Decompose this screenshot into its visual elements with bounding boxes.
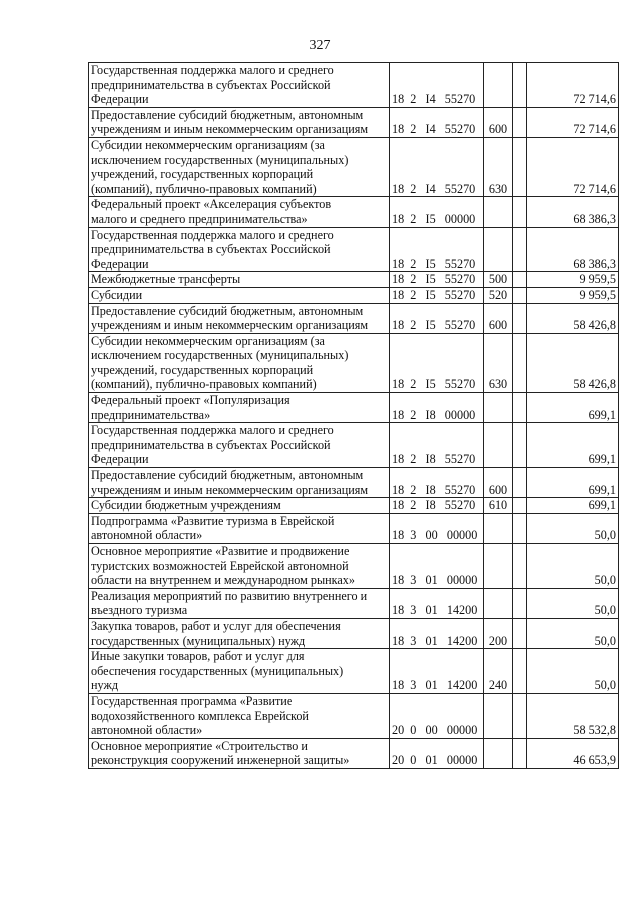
table-row (89, 272, 619, 288)
row-name: Субсидии (89, 287, 390, 303)
row-expense-type: 600 (484, 303, 513, 333)
table-row (89, 544, 619, 589)
row-expense-type: 500 (484, 272, 513, 288)
row-name: Межбюджетные трансферты (89, 272, 390, 288)
row-name: Предоставление субсидий бюджетным, автономным учреждениям и иным некоммерческим организациям (89, 107, 390, 137)
table-row (89, 303, 619, 333)
row-empty-cell (513, 649, 527, 694)
row-code: 18 2 I8 55270 (390, 498, 484, 514)
row-amount: 9 959,5 (527, 272, 619, 288)
table-row (89, 63, 619, 108)
row-amount: 50,0 (527, 649, 619, 694)
row-amount: 50,0 (527, 544, 619, 589)
row-amount: 50,0 (527, 513, 619, 543)
row-name: Реализация мероприятий по развитию внутреннего и въездного туризма (89, 588, 390, 618)
row-code: 18 2 I5 00000 (390, 197, 484, 227)
row-expense-type: 610 (484, 498, 513, 514)
row-amount: 58 532,8 (527, 693, 619, 738)
row-code: 18 3 01 14200 (390, 588, 484, 618)
table-row (89, 137, 619, 196)
row-name: Субсидии некоммерческим организациям (за исключением государственных (муниципальных) учреждений, государственных корпораций (компаний), публично-правовых компаний) (89, 137, 390, 196)
row-name: Иные закупки товаров, работ и услуг для обеспечения государственных (муниципальных) нужд (89, 649, 390, 694)
row-expense-type: 630 (484, 333, 513, 392)
row-code: 18 2 I5 55270 (390, 287, 484, 303)
row-empty-cell (513, 423, 527, 468)
row-expense-type: 240 (484, 649, 513, 694)
row-amount: 46 653,9 (527, 738, 619, 768)
row-expense-type (484, 738, 513, 768)
row-code: 20 0 00 00000 (390, 693, 484, 738)
row-code: 18 2 I8 55270 (390, 423, 484, 468)
row-name: Основное мероприятие «Строительство и реконструкция сооружений инженерной защиты» (89, 738, 390, 768)
row-name: Подпрограмма «Развитие туризма в Еврейской автономной области» (89, 513, 390, 543)
row-code: 18 2 I4 55270 (390, 137, 484, 196)
row-amount: 50,0 (527, 618, 619, 648)
row-amount: 699,1 (527, 498, 619, 514)
row-empty-cell (513, 393, 527, 423)
row-amount: 68 386,3 (527, 197, 619, 227)
row-code: 18 2 I8 55270 (390, 468, 484, 498)
row-empty-cell (513, 618, 527, 648)
budget-table-body (89, 63, 619, 769)
row-empty-cell (513, 333, 527, 392)
row-name: Федеральный проект «Акселерация субъектов малого и среднего предпринимательства» (89, 197, 390, 227)
row-expense-type: 630 (484, 137, 513, 196)
row-empty-cell (513, 227, 527, 272)
row-name: Предоставление субсидий бюджетным, автономным учреждениям и иным некоммерческим организациям (89, 468, 390, 498)
row-expense-type (484, 544, 513, 589)
row-expense-type (484, 197, 513, 227)
row-expense-type (484, 227, 513, 272)
row-expense-type: 520 (484, 287, 513, 303)
row-name: Государственная программа «Развитие водохозяйственного комплекса Еврейской автономной области» (89, 693, 390, 738)
row-code: 18 3 01 00000 (390, 544, 484, 589)
row-empty-cell (513, 197, 527, 227)
row-expense-type (484, 693, 513, 738)
table-row (89, 588, 619, 618)
row-name: Государственная поддержка малого и среднего предпринимательства в субъектах Российской Федерации (89, 63, 390, 108)
row-expense-type: 200 (484, 618, 513, 648)
row-name: Основное мероприятие «Развитие и продвижение туристских возможностей Еврейской автономной области на внутреннем и международном рынках» (89, 544, 390, 589)
row-amount: 58 426,8 (527, 333, 619, 392)
row-code: 18 2 I5 55270 (390, 303, 484, 333)
table-row (89, 649, 619, 694)
row-empty-cell (513, 738, 527, 768)
table-row (89, 107, 619, 137)
row-amount: 68 386,3 (527, 227, 619, 272)
row-empty-cell (513, 272, 527, 288)
row-expense-type (484, 393, 513, 423)
row-expense-type (484, 513, 513, 543)
row-code: 18 2 I5 55270 (390, 227, 484, 272)
row-code: 20 0 01 00000 (390, 738, 484, 768)
row-expense-type (484, 588, 513, 618)
row-code: 18 2 I4 55270 (390, 107, 484, 137)
row-code: 18 2 I5 55270 (390, 333, 484, 392)
row-amount: 699,1 (527, 468, 619, 498)
table-row (89, 618, 619, 648)
table-row (89, 468, 619, 498)
page-number: 327 (309, 38, 331, 53)
row-expense-type: 600 (484, 468, 513, 498)
row-name: Субсидии бюджетным учреждениям (89, 498, 390, 514)
row-empty-cell (513, 468, 527, 498)
table-row (89, 423, 619, 468)
row-amount: 72 714,6 (527, 63, 619, 108)
table-row (89, 498, 619, 514)
table-row (89, 738, 619, 768)
row-amount: 699,1 (527, 393, 619, 423)
table-row (89, 197, 619, 227)
row-amount: 9 959,5 (527, 287, 619, 303)
row-code: 18 3 01 14200 (390, 649, 484, 694)
table-row (89, 287, 619, 303)
row-code: 18 2 I4 55270 (390, 63, 484, 108)
row-name: Государственная поддержка малого и среднего предпринимательства в субъектах Российской Федерации (89, 227, 390, 272)
row-empty-cell (513, 693, 527, 738)
row-name: Закупка товаров, работ и услуг для обеспечения государственных (муниципальных) нужд (89, 618, 390, 648)
row-expense-type: 600 (484, 107, 513, 137)
row-code: 18 3 00 00000 (390, 513, 484, 543)
row-name: Предоставление субсидий бюджетным, автономным учреждениям и иным некоммерческим организациям (89, 303, 390, 333)
table-row (89, 393, 619, 423)
row-empty-cell (513, 513, 527, 543)
row-empty-cell (513, 498, 527, 514)
row-empty-cell (513, 544, 527, 589)
row-expense-type (484, 423, 513, 468)
budget-table (88, 62, 619, 769)
row-amount: 58 426,8 (527, 303, 619, 333)
table-row (89, 693, 619, 738)
row-name: Федеральный проект «Популяризация предпринимательства» (89, 393, 390, 423)
row-empty-cell (513, 303, 527, 333)
row-empty-cell (513, 137, 527, 196)
row-amount: 50,0 (527, 588, 619, 618)
row-amount: 72 714,6 (527, 107, 619, 137)
row-empty-cell (513, 287, 527, 303)
row-expense-type (484, 63, 513, 108)
table-row (89, 333, 619, 392)
row-code: 18 2 I5 55270 (390, 272, 484, 288)
row-empty-cell (513, 107, 527, 137)
table-row (89, 227, 619, 272)
row-amount: 72 714,6 (527, 137, 619, 196)
row-empty-cell (513, 588, 527, 618)
row-name: Субсидии некоммерческим организациям (за исключением государственных (муниципальных) учреждений, государственных корпораций (компаний), публично-правовых компаний) (89, 333, 390, 392)
row-name: Государственная поддержка малого и среднего предпринимательства в субъектах Российской Федерации (89, 423, 390, 468)
row-empty-cell (513, 63, 527, 108)
table-row (89, 513, 619, 543)
row-code: 18 2 I8 00000 (390, 393, 484, 423)
row-amount: 699,1 (527, 423, 619, 468)
row-code: 18 3 01 14200 (390, 618, 484, 648)
